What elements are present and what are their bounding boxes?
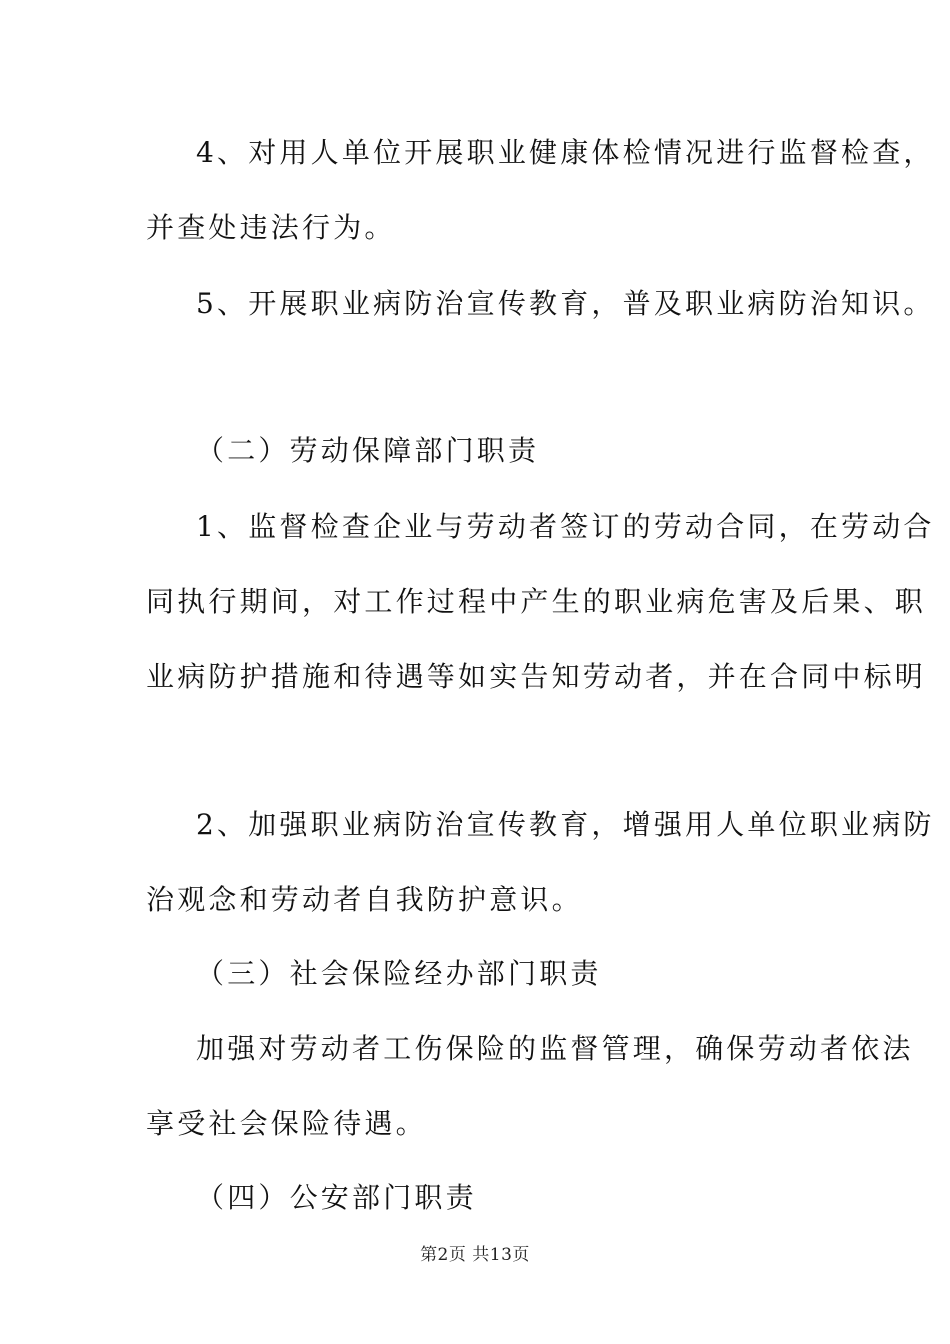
paragraph-line: 4、对用人单位开展职业健康体检情况进行监督检查， [196, 136, 935, 169]
paragraph-line: 治观念和劳动者自我防护意识。 [146, 883, 583, 916]
paragraph-line: 5、开展职业病防治宣传教育，普及职业病防治知识。 [196, 287, 935, 320]
section-heading: （四）公安部门职责 [196, 1181, 477, 1214]
paragraph-line: 享受社会保险待遇。 [146, 1107, 427, 1140]
section-heading: （二）劳动保障部门职责 [196, 434, 540, 467]
paragraph-line: 同执行期间，对工作过程中产生的职业病危害及后果、职 [146, 585, 927, 618]
paragraph-line: 1、监督检查企业与劳动者签订的劳动合同，在劳动合 [196, 510, 935, 543]
paragraph-line: 业病防护措施和待遇等如实告知劳动者，并在合同中标明 [146, 660, 927, 693]
paragraph-line: 加强对劳动者工伤保险的监督管理，确保劳动者依法 [196, 1032, 914, 1065]
page-footer: 第2页 共13页 [420, 1245, 530, 1265]
section-heading: （三）社会保险经办部门职责 [196, 957, 602, 990]
paragraph-line: 并查处违法行为。 [146, 211, 396, 244]
paragraph-line: 2、加强职业病防治宣传教育，增强用人单位职业病防 [196, 808, 935, 841]
